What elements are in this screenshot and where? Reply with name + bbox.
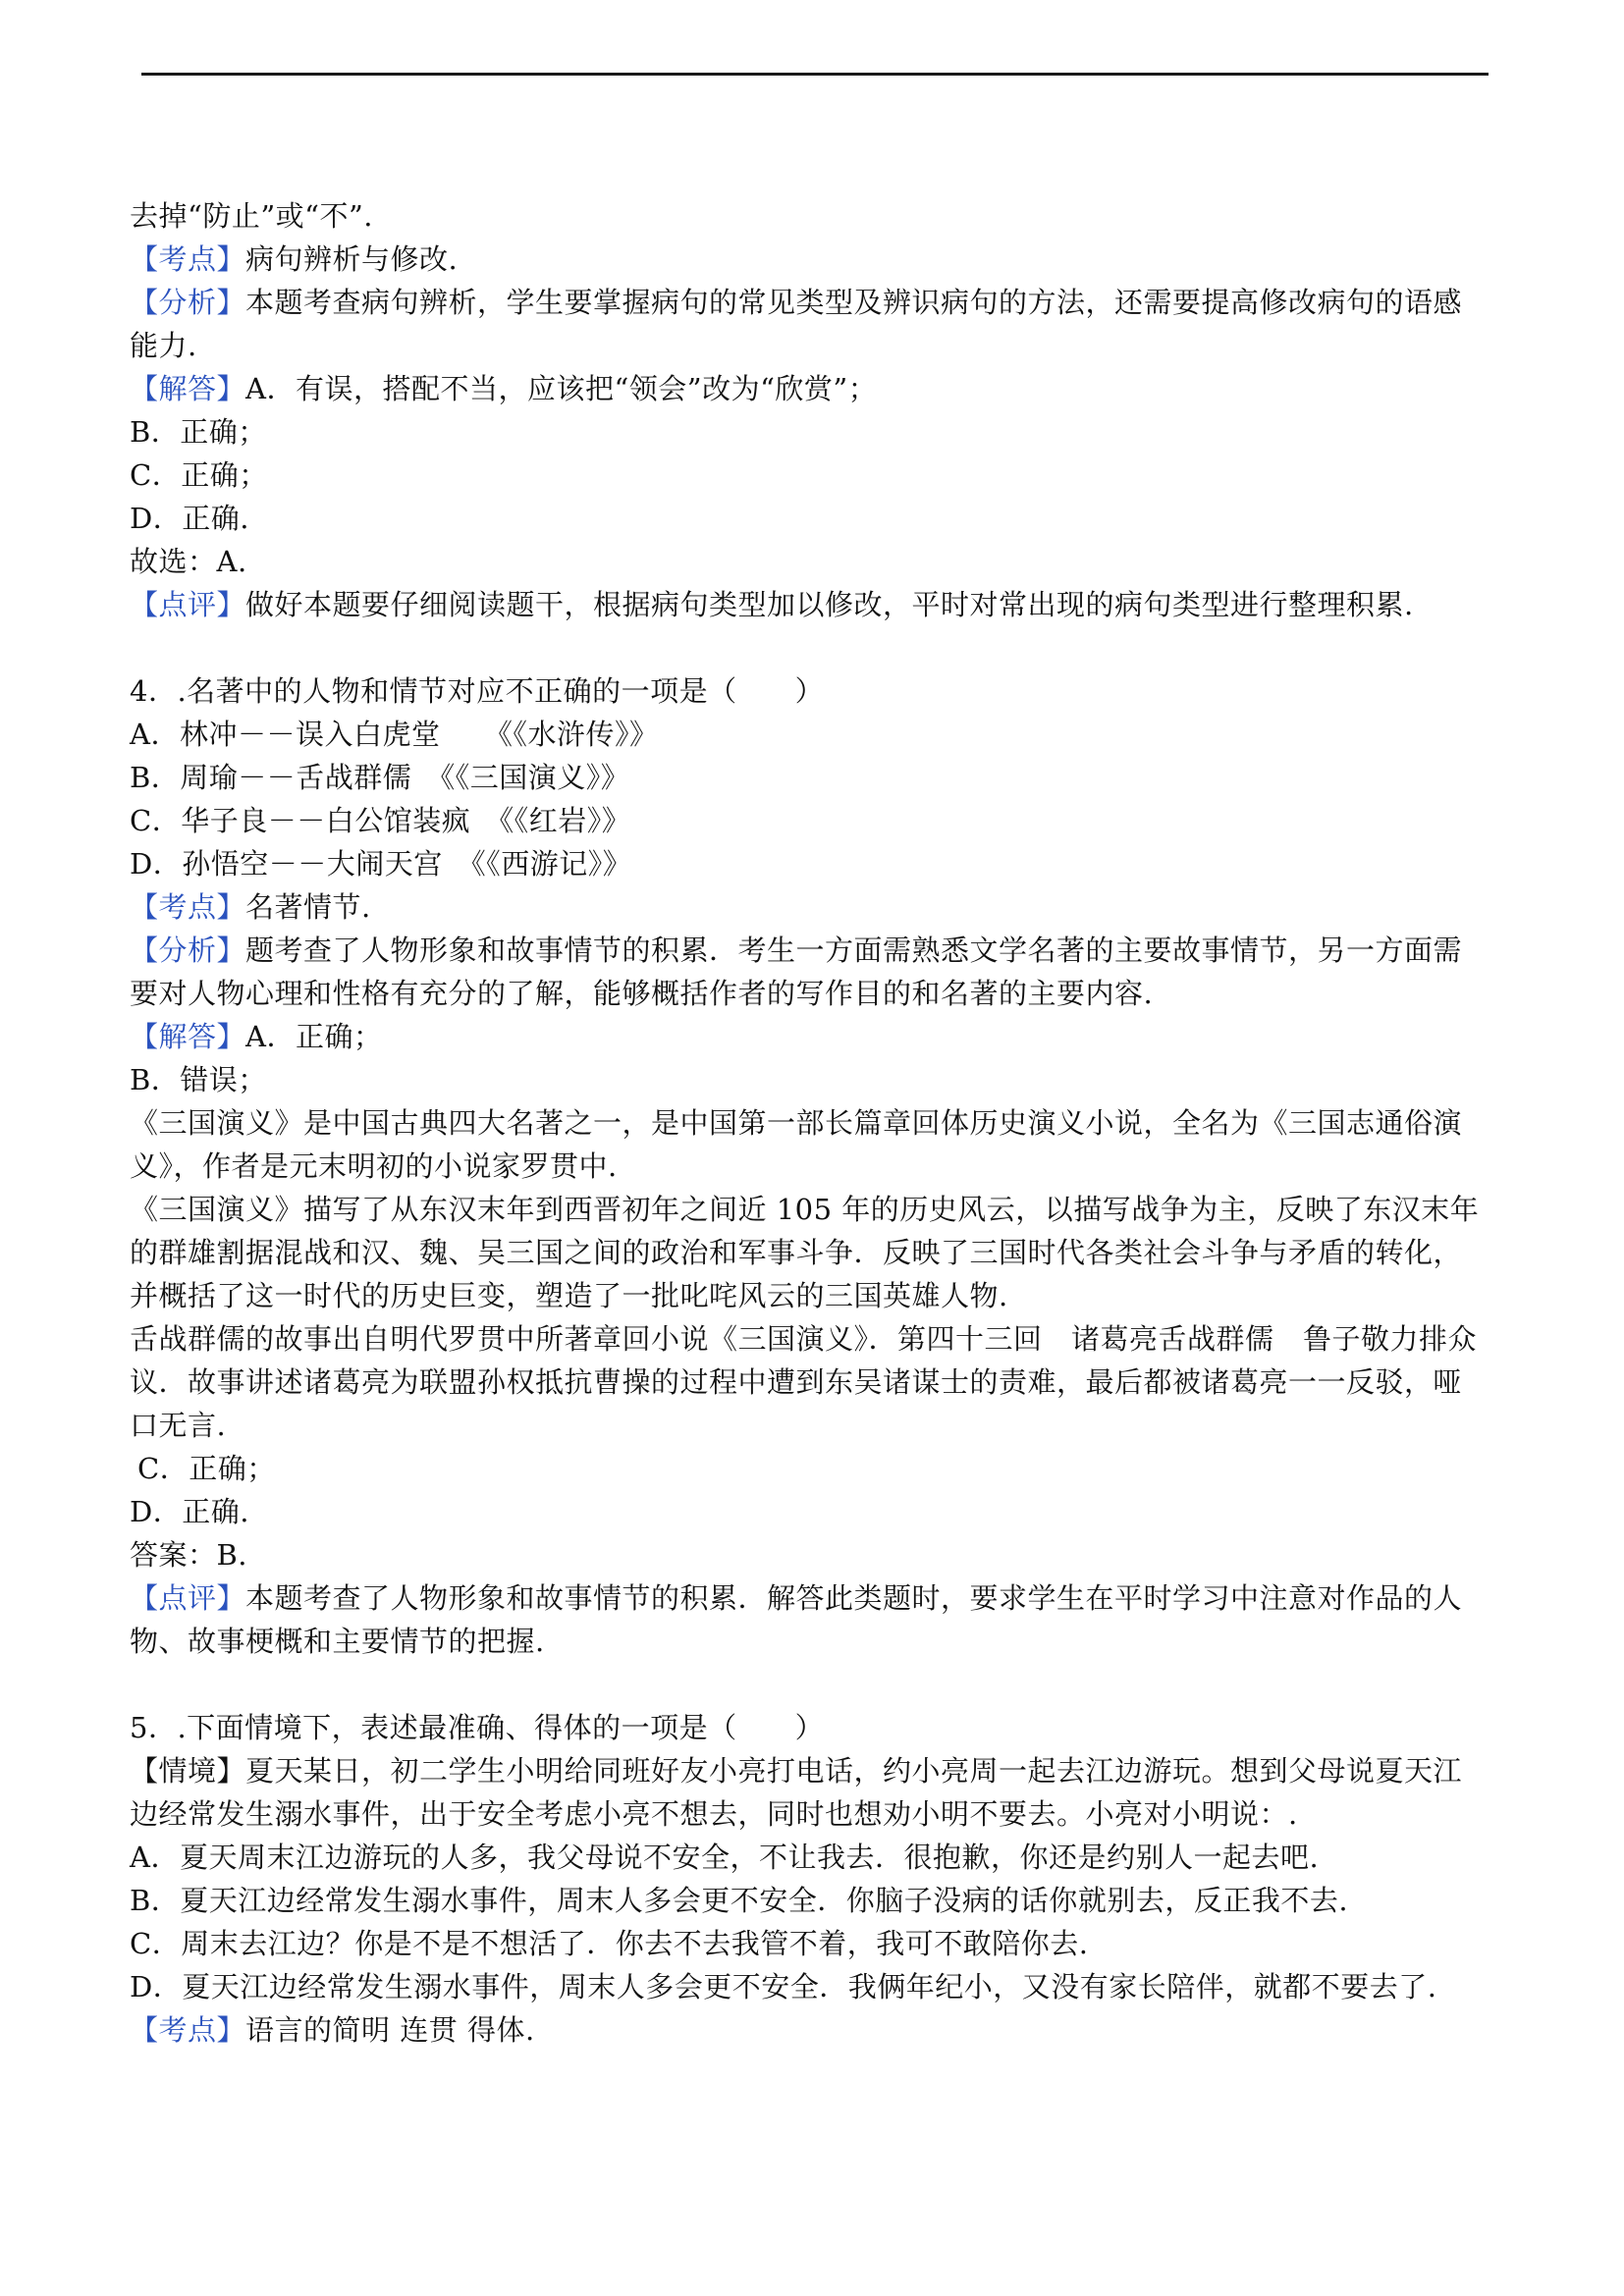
q5-option-d: D．夏天江边经常发生溺水事件，周末人多会更不安全．我俩年纪小，又没有家长陪伴，就都不要去了. xyxy=(130,1970,1437,2003)
q4-p2-line2: 的群雄割据混战和汉、魏、吴三国之间的政治和军事斗争．反映了三国时代各类社会斗争与矛盾的转化， xyxy=(130,1236,1463,1269)
q4-p3-line3: 口无言. xyxy=(130,1409,227,1442)
q4-fenxi xyxy=(130,929,1485,972)
q3-jieda xyxy=(130,367,1485,410)
q3-answer: 故选：A. xyxy=(130,545,247,578)
dianping-text: 做好本题要仔细阅读题干，根据病句类型加以修改，平时对常出现的病句类型进行整理积累. xyxy=(245,588,1414,621)
q5-option-b: B．夏天江边经常发生溺水事件，周末人多会更不安全．你脑子没病的话你就别去，反正我不去. xyxy=(130,1884,1349,1917)
kaodian-tag: 【考点】 xyxy=(130,242,246,276)
header-rule xyxy=(141,73,1489,76)
q4-p1-line1: 《三国演义》是中国古典四大名著之一，是中国第一部长篇章回体历史演义小说，全名为《三国志通俗演 xyxy=(130,1106,1463,1140)
dianping-text: 本题考查了人物形象和故事情节的积累．解答此类题时，要求学生在平时学习中注意对作品的人 xyxy=(245,1581,1463,1615)
jieda-tag: 【解答】 xyxy=(130,372,246,405)
q5-kaodian xyxy=(130,2008,1485,2052)
qingjing-text: 夏天某日，初二学生小明给同班好友小亮打电话，约小亮周一起去江边游玩。想到父母说夏天江 xyxy=(245,1754,1463,1788)
jieda-text: A．有误，搭配不当，应该把“领会”改为“欣赏”； xyxy=(245,372,878,405)
q4-p2-line1: 《三国演义》描写了从东汉末年到西晋初年之间近 105 年的历史风云，以描写战争为主，反映了东汉末年 xyxy=(130,1193,1480,1226)
q4-c: C．正确； xyxy=(137,1452,276,1485)
jieda-tag: 【解答】 xyxy=(130,1020,246,1053)
q4-d: D．正确. xyxy=(130,1495,249,1528)
question-3-section xyxy=(130,194,1485,626)
qingjing-tag: 【情境】 xyxy=(130,1754,246,1788)
fenxi-text: 本题考查病句辨析，学生要掌握病句的常见类型及辨识病句的方法，还需要提高修改病句的语感 xyxy=(245,286,1463,319)
kaodian-tag: 【考点】 xyxy=(130,2013,246,2047)
q4-jieda xyxy=(130,1015,1485,1058)
dianping-tag: 【点评】 xyxy=(130,588,246,621)
kaodian-text: 语言的简明 连贯 得体. xyxy=(245,2013,535,2047)
q4-dianping xyxy=(130,1576,1485,1620)
q3-fenxi-cont: 能力. xyxy=(130,329,197,362)
kaodian-text: 病句辨析与修改. xyxy=(245,242,459,276)
jieda-text: A．正确； xyxy=(245,1020,383,1053)
question-4-section xyxy=(130,669,1485,1663)
q4-fenxi-cont: 要对人物心理和性格有充分的了解，能够概括作者的写作目的和名著的主要内容. xyxy=(130,977,1154,1010)
spacer xyxy=(130,1663,1485,1706)
question-5-section xyxy=(130,1706,1485,2052)
document-body xyxy=(130,194,1485,2052)
q4-p3-line1: 舌战群儒的故事出自明代罗贯中所著章回小说《三国演义》．第四十三回 诸葛亮舌战群儒 鲁子敬力排众 xyxy=(130,1322,1478,1356)
q3-kaodian xyxy=(130,238,1485,281)
fenxi-text: 题考查了人物形象和故事情节的积累．考生一方面需熟悉文学名著的主要故事情节，另一方面需 xyxy=(245,934,1463,967)
q3-dianping xyxy=(130,583,1485,626)
q3-c: C．正确； xyxy=(130,458,268,492)
q4-b: B．错误； xyxy=(130,1063,267,1096)
q4-answer: 答案：B. xyxy=(130,1538,248,1572)
q3-b: B．正确； xyxy=(130,415,267,449)
q3-intro: 去掉“防止”或“不”. xyxy=(130,199,374,233)
q4-p3-line2: 议．故事讲述诸葛亮为联盟孙权抵抗曹操的过程中遭到东吴诸谋士的责难，最后都被诸葛亮一一反驳，哑 xyxy=(130,1365,1463,1399)
q4-kaodian xyxy=(130,885,1485,929)
q4-option-b: B．周瑜－－舌战群儒 《《三国演义》》 xyxy=(130,761,630,794)
kaodian-tag: 【考点】 xyxy=(130,890,246,924)
q4-option-d: D．孙悟空－－大闹天宫 《《西游记》》 xyxy=(130,847,632,881)
q5-option-c: C．周末去江边？你是不是不想活了．你去不去我管不着，我可不敢陪你去. xyxy=(130,1927,1089,1960)
q4-p2-line3: 并概括了这一时代的历史巨变，塑造了一批叱咤风云的三国英雄人物. xyxy=(130,1279,1008,1312)
spacer xyxy=(130,626,1485,669)
q4-p1-line2: 义》，作者是元末明初的小说家罗贯中. xyxy=(130,1149,618,1183)
q5-stem: 5．.下面情境下，表述最准确、得体的一项是（ ） xyxy=(130,1711,825,1744)
q5-qingjing-cont: 边经常发生溺水事件，出于安全考虑小亮不想去，同时也想劝小明不要去。小亮对小明说：. xyxy=(130,1797,1298,1831)
kaodian-text: 名著情节. xyxy=(245,890,371,924)
q3-d: D．正确. xyxy=(130,502,249,535)
q3-fenxi xyxy=(130,281,1485,324)
q4-dianping-cont: 物、故事梗概和主要情节的把握. xyxy=(130,1625,545,1658)
fenxi-tag: 【分析】 xyxy=(130,286,246,319)
fenxi-tag: 【分析】 xyxy=(130,934,246,967)
q5-qingjing xyxy=(130,1749,1485,1792)
q4-stem: 4．.名著中的人物和情节对应不正确的一项是（ ） xyxy=(130,674,825,708)
q4-option-c: C．华子良－－白公馆装疯 《《红岩》》 xyxy=(130,804,631,837)
dianping-tag: 【点评】 xyxy=(130,1581,246,1615)
q4-option-a: A．林冲－－误入白虎堂 《《水浒传》》 xyxy=(130,718,659,751)
q5-option-a: A．夏天周末江边游玩的人多，我父母说不安全，不让我去．很抱歉，你还是约别人一起去吧. xyxy=(130,1841,1320,1874)
